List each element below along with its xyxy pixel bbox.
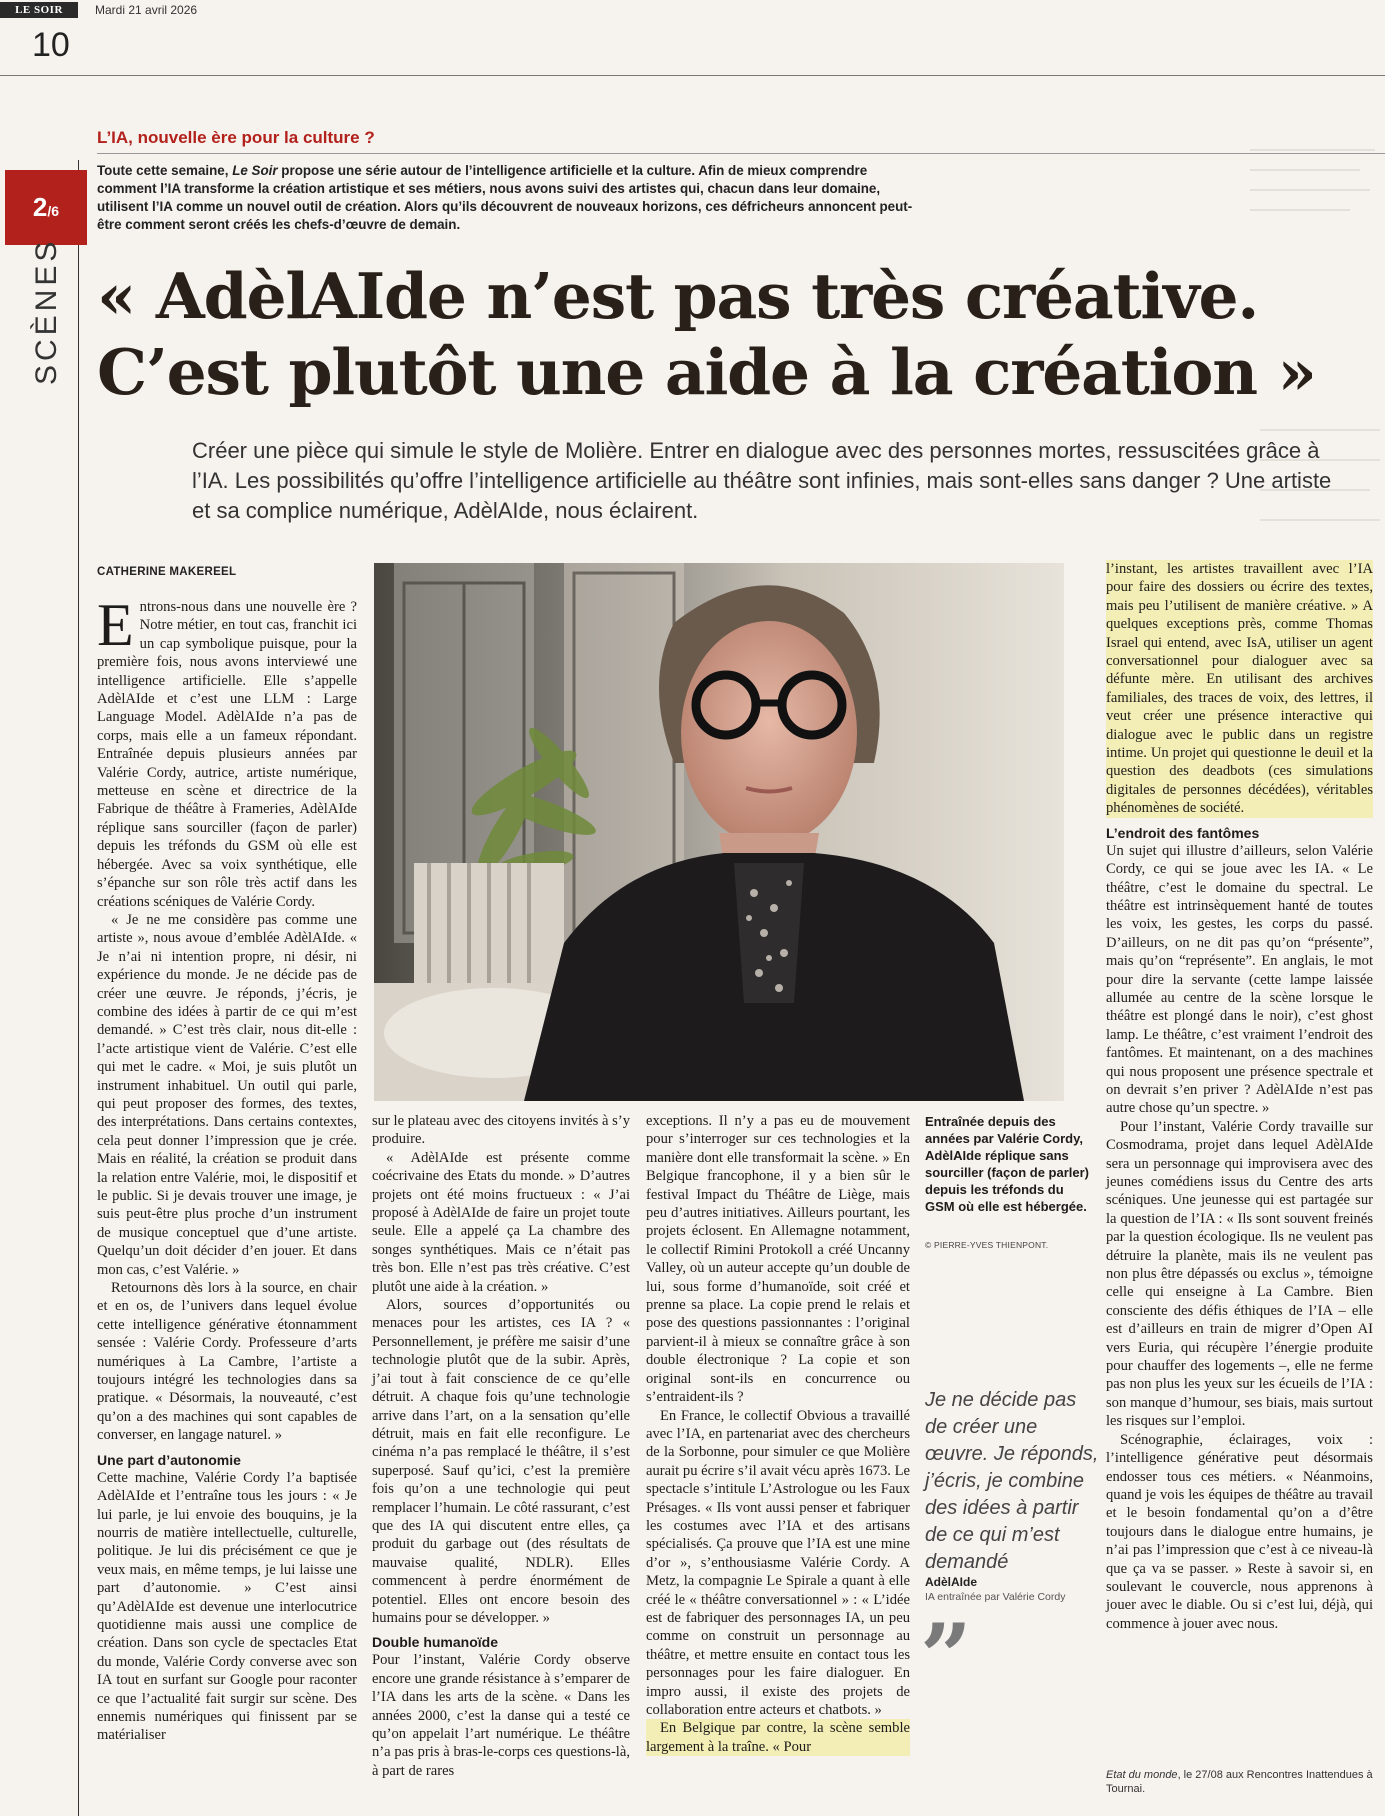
standfirst: Créer une pièce qui simule le style de Molière. Entrer en dialogue avec des personnes mortes, ressuscitées grâce à l’IA. Les possibilités qu’offre l’intelligence artificielle au théâtre sont infinies, mais sont-elles sans danger ? Une artiste et sa complice numérique, AdèlAIde, nous éclairent. bbox=[192, 438, 1332, 523]
article-paragraph-highlighted: En Belgique par contre, la scène semble largement à la traîne. « Pour bbox=[646, 1720, 910, 1755]
intro-newspaper-name: Le Soir bbox=[232, 163, 278, 178]
footnote-show-title: Etat du monde bbox=[1106, 1769, 1178, 1781]
article-paragraph: Pour l’instant, Valérie Cordy travaille sur Cosmodrama, projet dans lequel AdèlAIde sera un personnage qui improvisera avec des jeunes comédiens issus du Centre des arts scéniques. Une jeunesse qui est partagée sur la question de l’IA : « Ils sont souvent freinés par la question écologique. Ils ne veulent pas détruire la planète, mais ils ne veulent pas non plus être dépassés ou exclus », témoigne celle qui enseigne à La Cambre. Bien consciente des défis éthiques de l’IA – elle est d’ailleurs en train de migrer d’Open AI vers Euria, qui récupère l’énergie produite pour chauffer des logements –, elle ne ferme pas non plus les yeux sur les écueils de l’IA : son manque d’humour, ses biais, mais surtout les risques sur l’emploi. bbox=[1106, 1118, 1373, 1430]
headline-line-1: « AdèlAIde n’est pas très créative. bbox=[97, 259, 1259, 333]
article-lead-paragraph: Entrons-nous dans une nouvelle ère ? Notre métier, en tout cas, franchit ici un cap symbolique puisque, pour la première fois, nous avons interviewé une intelligence artificielle. Elle s’appelle AdèlAIde et c’est une LLM : Large Language Model. AdèlAIde n’a pas de corps, mais elle a un fameux répondant. Entraînée depuis plusieurs années par Valérie Cordy, autrice, artiste numérique, metteuse en scène et directrice de la Fabrique de théâtre à Frameries, AdèlAIde réplique sans sourciller (façon de parler) depuis les tréfonds du GSM où elle est hébergée. Avec sa voix synthétique, elle s’épanche sur son rôle très actif dans les créations scéniques de Valérie Cordy. bbox=[97, 592, 357, 910]
pull-quote: Je ne décide pas de créer une œuvre. Je réponds, j’écris, je combine des idées à partir de ce qui m’est demandé bbox=[925, 1389, 1099, 1573]
series-intro: Toute cette semaine, Le Soir propose une série autour de l’intelligence artificielle et la culture. Afin de mieux comprendre comment l’IA transforme la création artistique et ses métiers, nous avons suivi des artistes qui, chacun dans leur domaine, utilisent l’IA comme un nouvel outil de création. Alors qu’ils découvrent de nouveaux horizons, ces défricheurs annoncent peut-être comment seront créés les chefs-d’œuvre de demain. bbox=[97, 163, 913, 232]
article-paragraph-highlighted: l’instant, les artistes travaillent avec l’IA pour faire des dossiers ou écrire des textes, mais peu l’utilisent de manière créative. » A quelques exceptions près, comme Thomas Israel qui entend, avec IsA, utiliser un agent conversationnel pour dialoguer avec sa défunte mère. En utilisant des archives familiales, des traces de voix, des lettres, il veut créer une présence interactive qui dialogue avec le public dans un registre intime. Un projet qui questionne le deuil et la question des deadbots (ces simulations digitales de personnes décédées), véritables phénomènes de société. bbox=[1106, 561, 1373, 817]
subhead-fantomes: L’endroit des fantômes bbox=[1106, 824, 1260, 841]
article-paragraph: Retournons dès lors à la source, en chair et en os, de l’univers dans lequel évolue cette intelligence générative étonnamment sensée : Valérie Cordy. Professeure d’arts numériques à La Cambre, l’artiste a toujours intégré les technologies dans sa pratique. « Désormais, la nouveauté, c’est qu’on a des machines qui sont capables de converser, en langage naturel. » bbox=[97, 1280, 357, 1444]
article-paragraph: « AdèlAIde est présente comme coécrivaine des Etats du monde. » D’autres projets ont été moins fructueux : « J’ai proposé à AdèlAIde de faire un projet toute seule. Elle a appelé ça La chambre des songes synthétiques. Mais ce n’était pas très bon. Elle n’est pas très créative. C’est plutôt une aide à la création. » bbox=[372, 1149, 630, 1295]
article-paragraph: sur le plateau avec des citoyens invités à s’y produire. bbox=[372, 1113, 630, 1148]
headline bbox=[97, 258, 1382, 410]
pull-quote-attribution-sub: IA entraînée par Valérie Cordy bbox=[925, 1591, 1066, 1603]
article-paragraph: Scénographie, éclairages, voix : l’intelligence générative peut désormais endosser tous ces métiers. « Néanmoins, quand je vois les équipes de théâtre au travail et le besoin fondamental qu’on a d’être toujours dans le dialogue entre humains, je n’ai pas l’impression que c’est à ce niveau-là que ça va se passer. » Reste à savoir si, en soulevant le couvercle, nous apprenons à jouer avec le diable. Ou si c’est lui, déjà, qui commence à jouer avec nous. bbox=[1106, 1431, 1373, 1632]
issue-date: Mardi 21 avril 2026 bbox=[95, 3, 198, 17]
series-badge-number: 2 bbox=[32, 192, 48, 222]
section-rubric-label: SCÈNES bbox=[30, 237, 63, 385]
photo-credit: © PIERRE-YVES THIENPONT. bbox=[925, 1240, 1049, 1250]
headline-line-2: C’est plutôt une aide à la création » bbox=[97, 335, 1316, 409]
subhead-double-humanoide: Double humanoïde bbox=[372, 1634, 498, 1651]
event-footnote: Etat du monde, le 27/08 aux Rencontres Inattendues à Tournai. bbox=[1106, 1769, 1373, 1795]
article-paragraph: En France, le collectif Obvious a travaillé avec l’IA, en partenariat avec des chercheurs de la Sorbonne, pour simuler ce que Molière aurait pu écrire s’il avait vécu après 1673. Le spectacle s’intitule L’Astrologue ou les Faux Présages. « Ils vont aussi penser et fabriquer les costumes avec l’IA et des artisans spécialisés. Ça prouve que l’IA est une mine d’or », s’enthousiasme Valérie Cordy. A Metz, la compagnie Le Spirale a quant à elle créé le « théâtre conversationnel » : « L’idée est de fabriquer des personnages IA, un peu comme on construit un personnage au théâtre, et mettre ensuite en contact tous les personnages pour les faire dialoguer. En impro aussi, il existe des projets de collaboration entre acteurs et chatbots. » bbox=[646, 1407, 910, 1718]
article-column-5 bbox=[1106, 560, 1373, 1633]
section-rubric bbox=[30, 237, 70, 385]
series-badge-total: /6 bbox=[47, 203, 60, 219]
article-paragraph: exceptions. Il n’y a pas eu de mouvement pour s’interroger sur ces technologies et la manière dont elle transformait la scène. » En Belgique francophone, il y a bien sûr le festival Impact du Théâtre de Liège, mais peu d’autres initiatives. Ailleurs pourtant, les projets éclosent. En Allemagne notamment, le collectif Rimini Protokoll a créé Uncanny Valley, où un auteur accepte qu’un double de lui, sous forme d’humanoïde, soit créé et prenne sa place. La copie prend le relais et pose des questions passionnantes : l’original parvient-il à mieux se connaître grâce à son double électronique ? La copie et son original sont-ils en concurrence ou s’entraident-ils ? bbox=[646, 1113, 910, 1406]
quote-mark-icon: ” bbox=[920, 1604, 972, 1710]
article-paragraph: Alors, sources d’opportunités ou menaces pour les artistes, ces IA ? « Personnellement, je préfère me saisir d’une technologie plutôt que de la subir. Après, j’ai tout à fait conscience de ce qu’elle détruit. A chaque fois qu’une technologie arrive dans l’art, on a la sensation qu’elle détruit, mais en fait elle reconfigure. Le cinéma n’a pas remplacé le théâtre, il s’est superposé. Sauf qu’ici, c’est la première fois qu’on a une technologie qui peut remplacer l’humain. Le côté rassurant, c’est que des IA qui discutent entre elles, ça produit du garbage out (des résultats de mauvaise qualité, NDLR). Elles commencent à perdre énormément de potentiel. Elles ont encore besoin des humains pour se développer. » bbox=[372, 1297, 630, 1626]
article-paragraph: Pour l’instant, Valérie Cordy observe encore une grande résistance à s’emparer de l’IA dans les arts de la scène. « Dans les années 2000, c’est la danse qui a testé ce qu’on appelait l’art numérique. Le théâtre n’a pas pris à bras-le-corps ces questions-là, à part de rares bbox=[372, 1652, 630, 1779]
article-paragraph: « Je ne me considère pas comme une artiste », nous avoue d’emblée AdèlAIde. « Je n’ai ni intention propre, ni désir, ni expérience du monde. Je ne décide pas de créer une œuvre. Je réponds, j’écris, je combine des idées à partir de ce qui m’est demandé. » C’est très clair, nous dit-elle : l’acte artistique vient de Valérie. C’est elle qui met le cadre. « Moi, je suis plutôt un instrument inhabituel. Un outil qui parle, qui peut proposer des formes, des textes, des interprétations. Dans certains contextes, cela peut donner l’impression que je crée. Mais en réalité, la création se produit dans la relation entre Valérie, moi, le dispositif et le public. Si je devais trouver une image, je suis peut-être plus proche d’un instrument de musique conceptuel que d’une artiste. Quelqu’un doit décider d’en jouer. Et dans mon cas, c’est Valérie. » bbox=[97, 911, 357, 1278]
masthead-logo: LE SOIR bbox=[0, 2, 78, 18]
drop-cap: E bbox=[97, 592, 134, 658]
photo-caption: Entraînée depuis des années par Valérie Cordy, AdèlAIde réplique sans sourciller (façon de parler) depuis les tréfonds du GSM où elle est hébergée. bbox=[925, 1114, 1089, 1214]
article-column-1 bbox=[97, 592, 357, 1745]
article-column-3 bbox=[646, 1112, 910, 1756]
series-title-rule bbox=[97, 153, 1385, 154]
pull-quote-attribution: AdèlAIde bbox=[925, 1575, 978, 1589]
page-number: 10 bbox=[32, 26, 70, 64]
portrait-photo-illustration bbox=[374, 563, 1064, 1101]
article-column-2 bbox=[372, 1112, 630, 1780]
article-paragraph: Cette machine, Valérie Cordy l’a baptisée AdèlAIde et l’entraîne tous les jours : « Je lui parle, je lui envoie des bouquins, je la nourris de matière intellectuelle, culturelle, politique. Je lui dis précisément ce que je veux mais, en même temps, je lui laisse une part d’autonomie. » C’est ainsi qu’AdèlAIde est devenue une interlocutrice quotidienne mais aussi une complice de création. Dans son cycle de spectacles Etat du monde, Valérie Cordy converse avec son IA tout en surfant sur Google pour raconter ce que l’actualité fait surgir sur scène. Des ennemis numériques qui finissent par se matérialiser bbox=[97, 1469, 357, 1744]
subhead-autonomie: Une part d’autonomie bbox=[97, 1451, 241, 1468]
top-rule bbox=[0, 75, 1385, 76]
portrait-photo bbox=[374, 563, 1064, 1101]
series-title: L’IA, nouvelle ère pour la culture ? bbox=[97, 128, 375, 147]
bleed-through-texture bbox=[1240, 110, 1385, 560]
article-paragraph: Un sujet qui illustre d’ailleurs, selon Valérie Cordy, ce qui se joue avec les IA. « Le théâtre, c’est le domaine du spectral. Le théâtre est intrinsèquement hanté de toutes les voix, les gestes, les corps du passé. D’ailleurs, on ne dit pas qu’on “présente”, mais qu’on “représente”. En anglais, le mot pour dire la servante (cette lampe laissée allumée au centre de la scène lorsque le théâtre est plongé dans le noir), c’est ghost lamp. Le théâtre, c’est vraiment l’endroit des fantômes. Et maintenant, on a des machines qui nous proposent une présence spectrale et on devrait s’en priver ? AdèlAIde n’est pas autre chose qu’un spectre. » bbox=[1106, 842, 1373, 1117]
series-badge bbox=[5, 170, 87, 245]
top-bar bbox=[0, 0, 1385, 22]
byline: CATHERINE MAKEREEL bbox=[97, 566, 237, 578]
left-rail-divider bbox=[78, 160, 79, 1816]
